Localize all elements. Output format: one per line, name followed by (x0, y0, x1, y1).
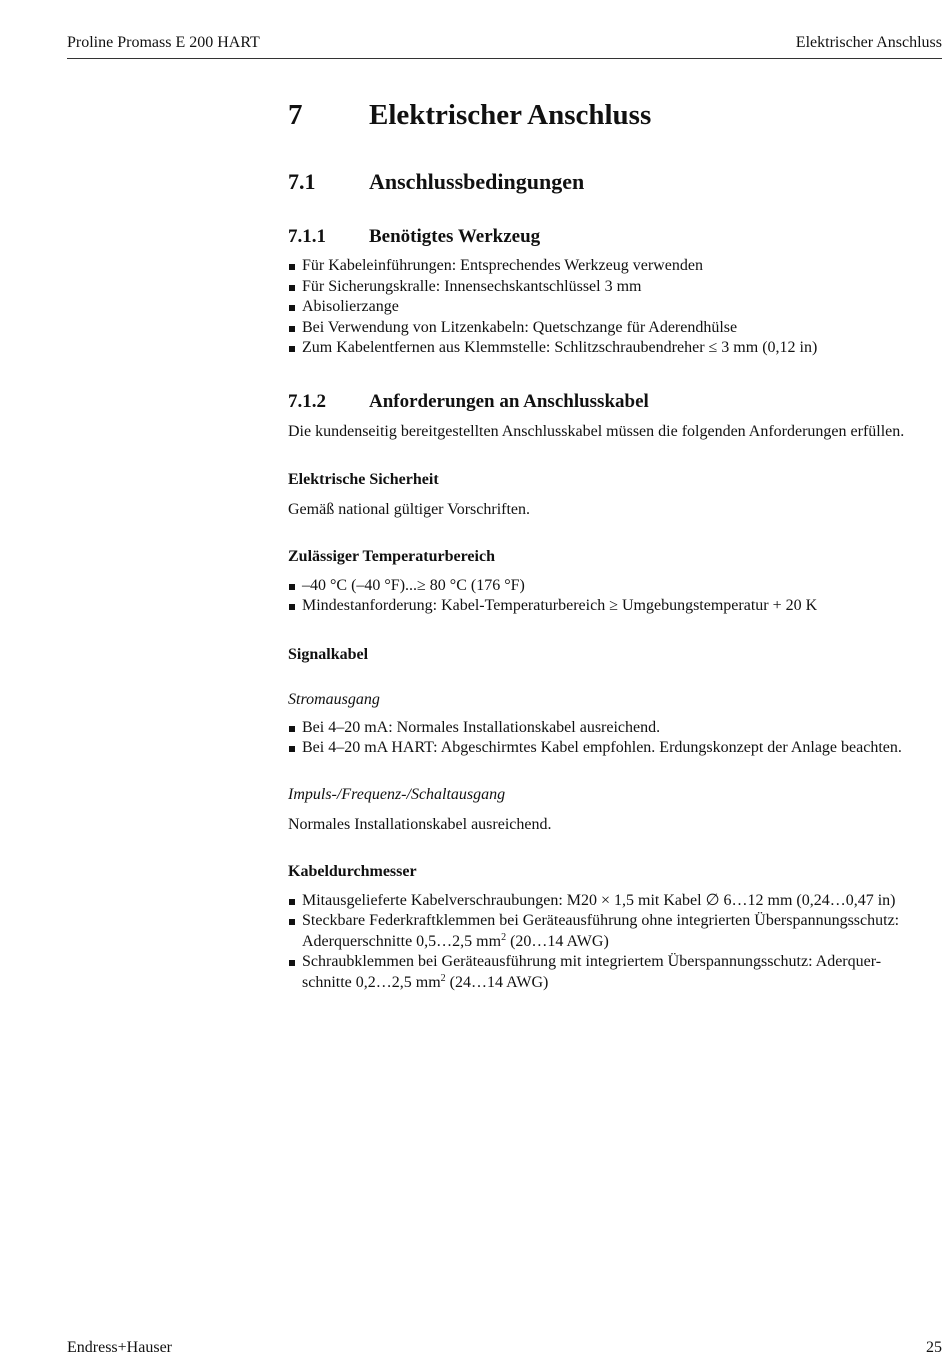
subsection-heading-cable-requirements (288, 389, 938, 415)
list-item: Für Kabeleinführungen: Entsprechendes Werkzeug verwenden (288, 256, 938, 277)
list-item: Mitausgelieferte Kabelverschraubungen: M20 × 1,5 mit Kabel ∅ 6…12 mm (0,24…0,47 in) (288, 891, 938, 912)
section-title: Anschlussbedingungen (369, 169, 585, 194)
page-content (288, 95, 938, 993)
header-document-title: Proline Promass E 200 HART (67, 34, 260, 51)
list-item: Für Sicherungskralle: Innensechskantschlüssel 3 mm (288, 277, 938, 298)
list-item: –40 °C (–40 °F)...≥ 80 °C (176 °F) (288, 576, 938, 597)
list-item: Zum Kabelentfernen aus Klemmstelle: Schlitzschraubendreher ≤ 3 mm (0,12 in) (288, 338, 938, 359)
safety-text: Gemäß national gültiger Vorschriften. (288, 500, 531, 518)
list-item-line: schnitte 0,2…2,5 mm (302, 973, 441, 991)
cable-diameter-heading: Kabeldurchmesser (288, 862, 417, 880)
subsection-title: Anforderungen an Anschlusskabel (369, 390, 649, 412)
safety-heading: Elektrische Sicherheit (288, 470, 439, 488)
signal-cable-heading: Signalkabel (288, 645, 369, 663)
temperature-list (288, 576, 938, 617)
list-item-line: Steckbare Federkraftklemmen bei Geräteausführung ohne integrierten Überspannungsschutz: (302, 912, 900, 929)
chapter-number: 7 (288, 99, 303, 131)
current-output-list (288, 718, 938, 759)
list-item (288, 952, 938, 993)
pulse-output-text: Normales Installationskabel ausreichend. (288, 815, 552, 833)
list-item-line: Aderquerschnitte 0,5…2,5 mm (302, 932, 502, 950)
page-number: 25 (926, 1339, 942, 1356)
list-item: Mindestanforderung: Kabel-Temperaturbereich ≥ Umgebungstemperatur + 20 K (288, 596, 938, 617)
list-item-line: (20…14 AWG) (506, 932, 609, 950)
subsection-title: Benötigtes Werkzeug (369, 226, 541, 247)
list-item-line: Schraubklemmen bei Geräteausführung mit integriertem Überspannungsschutz: Aderquer- (302, 953, 882, 970)
temperature-heading: Zulässiger Temperaturbereich (288, 547, 495, 565)
subsection-number: 7.1.1 (288, 226, 326, 247)
chapter-title: Elektrischer Anschluss (369, 99, 652, 131)
superscript: 2 (501, 931, 507, 943)
list-item-line: (24…14 AWG) (445, 973, 549, 991)
subsection-heading-tools (288, 224, 938, 250)
current-output-heading: Stromausgang (288, 690, 380, 708)
list-item: Bei 4–20 mA HART: Abgeschirmtes Kabel empfohlen. Erdungskonzept der Anlage beachten. (288, 738, 938, 759)
chapter-heading (288, 95, 938, 135)
list-item: Abisolierzange (288, 297, 938, 318)
tools-list (288, 256, 938, 359)
section-heading (288, 167, 938, 197)
list-item (288, 911, 938, 952)
pulse-output-heading: Impuls-/Frequenz-/Schaltausgang (288, 785, 506, 803)
list-item: Bei 4–20 mA: Normales Installationskabel ausreichend. (288, 718, 938, 739)
cable-diameter-list (288, 891, 938, 994)
header-chapter-title: Elektrischer Anschluss (795, 34, 942, 51)
footer-company: Endress+Hauser (67, 1339, 172, 1356)
cable-requirements-intro: Die kundenseitig bereitgestellten Anschlusskabel müssen die folgenden Anforderungen erfüllen. (288, 422, 905, 440)
header-divider (67, 58, 942, 59)
subsection-number: 7.1.2 (288, 390, 326, 412)
superscript: 2 (440, 972, 446, 984)
section-number: 7.1 (288, 169, 316, 194)
list-item: Bei Verwendung von Litzenkabeln: Quetschzange für Aderendhülse (288, 318, 938, 339)
